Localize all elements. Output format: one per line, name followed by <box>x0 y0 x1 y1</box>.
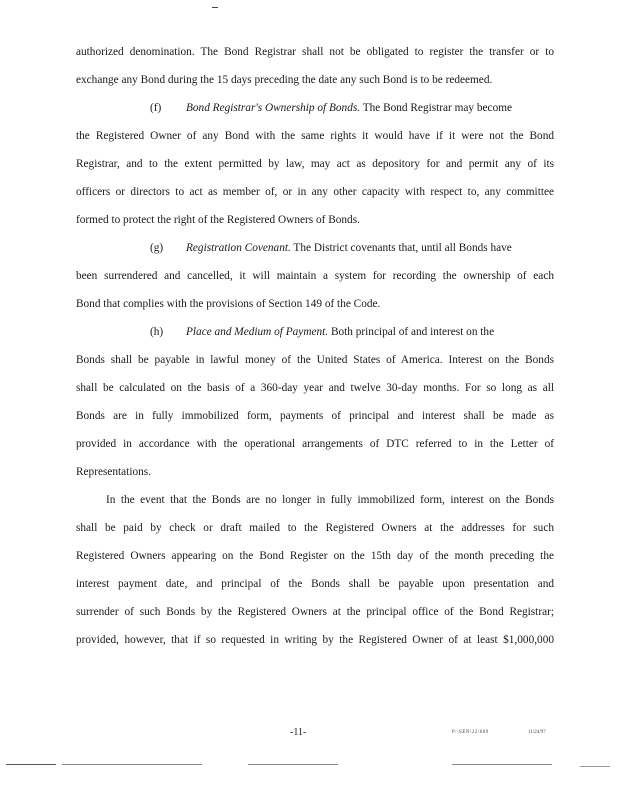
body-line: provided in accordance with the operational arrangements of DTC referred to in the Letter of <box>76 438 554 450</box>
body-line: exchange any Bond during the 15 days preceding the date any such Bond is to be redeemed. <box>76 74 493 86</box>
body-line: In the event that the Bonds are no longer in fully immobilized form, interest on the Bonds <box>106 494 554 506</box>
body-line: Registrar, and to the extent permitted by law, may act as depository for and permit any of its <box>76 158 554 170</box>
document-code: P:\SEN\22\009 <box>452 730 489 735</box>
body-line: Bond that complies with the provisions of Section 149 of the Code. <box>76 298 381 310</box>
body-line: provided, however, that if so requested in writing by the Registered Owner of at least $1,000,000 <box>76 634 554 646</box>
paragraph-label: (h) <box>150 326 164 338</box>
scan-rule <box>62 764 202 765</box>
paragraph-text: The Bond Registrar may become <box>360 102 513 114</box>
scan-rule <box>6 764 56 765</box>
paragraph-text: Both principal of and interest on the <box>328 326 495 338</box>
paragraph-f-heading <box>150 101 554 115</box>
scan-rule <box>580 766 610 767</box>
paragraph-title: Place and Medium of Payment. <box>186 326 329 338</box>
paragraph-h-heading <box>150 325 554 339</box>
body-line: shall be paid by check or draft mailed to the Registered Owners at the addresses for such <box>76 522 554 534</box>
paragraph-label: (f) <box>150 102 162 114</box>
body-line: interest payment date, and principal of the Bonds shall be payable upon presentation and <box>76 578 554 590</box>
body-line: shall be calculated on the basis of a 360-day year and twelve 30-day months. For so long as all <box>76 382 554 394</box>
body-line: surrender of such Bonds by the Registered Owners at the principal office of the Bond Registrar; <box>76 606 554 618</box>
body-line: Registered Owners appearing on the Bond Register on the 15th day of the month preceding the <box>76 550 554 562</box>
body-line: formed to protect the right of the Registered Owners of Bonds. <box>76 214 360 226</box>
body-line: Bonds shall be payable in lawful money of the United States of America. Interest on the Bonds <box>76 354 554 366</box>
scan-mark <box>212 7 218 8</box>
paragraph-title: Bond Registrar's Ownership of Bonds. <box>186 102 361 114</box>
paragraph-label: (g) <box>150 242 164 254</box>
document-date-code: 11/24/97 <box>528 730 546 735</box>
body-line: authorized denomination. The Bond Registrar shall not be obligated to register the transfer or to <box>76 46 554 58</box>
body-line: been surrendered and cancelled, it will maintain a system for recording the ownership of each <box>76 270 554 282</box>
body-line: the Registered Owner of any Bond with the same rights it would have if it were not the Bond <box>76 130 554 142</box>
paragraph-g-heading <box>150 241 554 255</box>
paragraph-text: The District covenants that, until all Bonds have <box>290 242 512 254</box>
scan-rule <box>452 764 552 765</box>
body-line: Representations. <box>76 466 151 478</box>
scan-rule <box>248 764 338 765</box>
paragraph-title: Registration Covenant. <box>186 242 291 254</box>
page-number: -11- <box>290 727 307 738</box>
body-line: officers or directors to act as member of, or in any other capacity with respect to, any committee <box>76 186 554 198</box>
body-line: Bonds are in fully immobilized form, payments of principal and interest shall be made as <box>76 410 554 422</box>
